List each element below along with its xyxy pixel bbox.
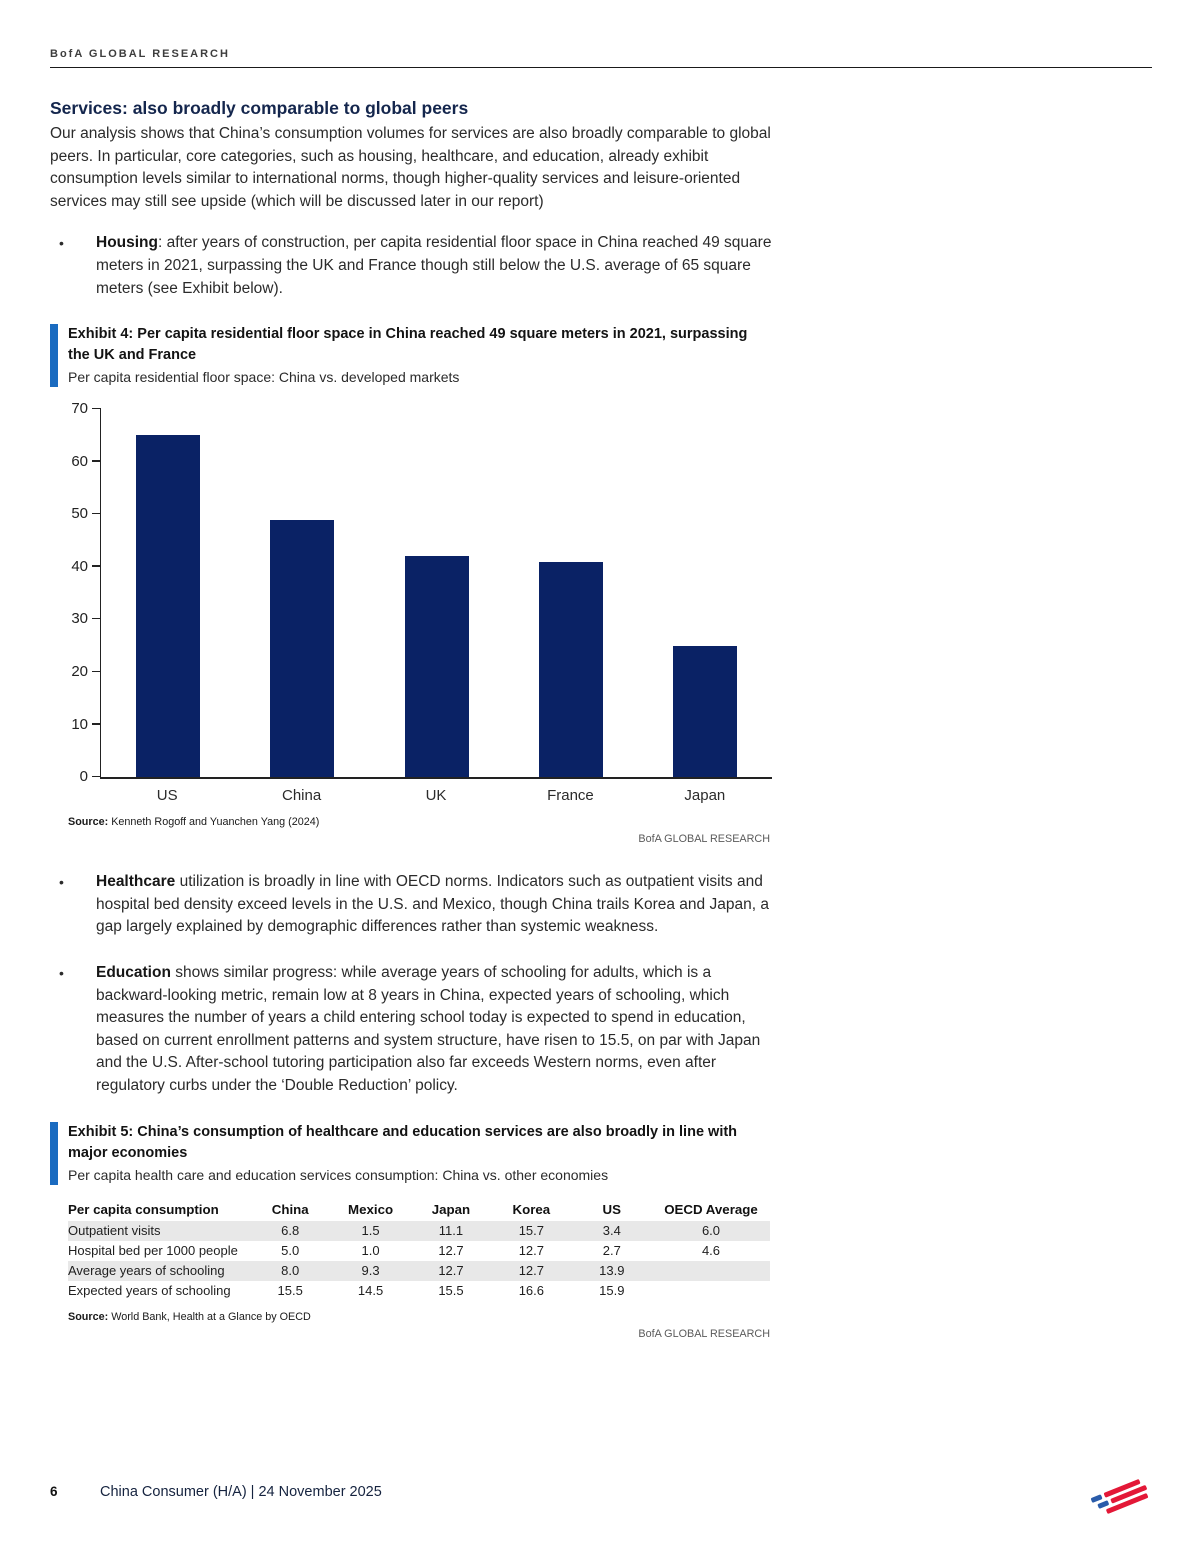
table-cell: 15.7 xyxy=(518,1223,545,1238)
y-tick-label: 30 xyxy=(71,610,88,628)
table-cell xyxy=(652,1261,770,1281)
table-cell: 13.9 xyxy=(599,1263,625,1278)
y-tick-mark xyxy=(92,460,101,462)
bullet-healthcare xyxy=(50,871,772,939)
page-header xyxy=(50,48,1152,68)
table-column-header: Mexico xyxy=(348,1201,394,1217)
exhibit4-titles xyxy=(68,324,772,387)
page-footer xyxy=(50,1484,382,1500)
bar-chart-x-labels xyxy=(100,779,772,804)
exhibit5-subtitle: Per capita health care and education services consumption: China vs. other economies xyxy=(68,1166,609,1183)
y-tick-mark xyxy=(92,723,101,725)
table-cell: 1.5 xyxy=(361,1223,380,1238)
exhibit5-accent-bar xyxy=(50,1122,58,1185)
table-body xyxy=(68,1221,770,1301)
table-cell xyxy=(652,1281,770,1301)
exhibit5-attribution: BofA GLOBAL RESEARCH xyxy=(638,1327,770,1340)
exhibit4-attribution: BofA GLOBAL RESEARCH xyxy=(638,833,770,846)
chart-bar-uk xyxy=(405,556,469,777)
y-tick-label: 20 xyxy=(71,663,88,681)
table-cell: 11.1 xyxy=(438,1223,464,1238)
source-label: Source: xyxy=(68,1310,109,1323)
y-tick-label: 40 xyxy=(71,557,88,575)
bar-slot xyxy=(504,409,638,777)
exhibit4-title: Exhibit 4: Per capita residential floor space in China reached 49 square meters in 2021, surpassing the UK and France xyxy=(68,326,748,364)
x-tick-label: France xyxy=(547,787,594,805)
source-text: Kenneth Rogoff and Yuanchen Yang (2024) xyxy=(108,816,320,829)
x-tick-label: China xyxy=(282,787,322,805)
table-row xyxy=(68,1281,770,1301)
table-cell: 5.0 xyxy=(281,1243,300,1258)
table-cell: 12.7 xyxy=(438,1263,464,1278)
bullet-body: : after years of construction, per capita residential floor space in China reached 49 square meters in 2021, surpassing the UK and France though still below the U.S. average of 65 square meters (see Exhibit below). xyxy=(96,234,772,297)
table-cell: 16.6 xyxy=(518,1283,545,1298)
bullet-text xyxy=(96,232,772,300)
exhibit5-source xyxy=(68,1311,772,1323)
table-column-header: OECD Average xyxy=(664,1201,758,1217)
table-column-header: Per capita consumption xyxy=(68,1201,219,1217)
bullet-marker: • xyxy=(59,874,64,891)
intro-paragraph: Our analysis shows that China’s consumption volumes for services are also broadly comparable to global peers. In particular, core categories, such as housing, healthcare, and education, already exhibit consumption levels similar to international norms, though higher-quality services and leisure-oriented services may still see upside (which will be discussed later in our report) xyxy=(50,125,771,210)
table-cell: 8.0 xyxy=(281,1263,300,1278)
bullet-marker: • xyxy=(59,964,64,981)
table-cell: 9.3 xyxy=(361,1263,380,1278)
table-cell: 12.7 xyxy=(518,1243,545,1258)
bullet-education xyxy=(50,962,772,1098)
x-tick-label: Japan xyxy=(684,787,726,805)
bullet-bold-term: Healthcare xyxy=(96,873,176,891)
source-label: Source: xyxy=(68,816,109,829)
table-cell: 6.0 xyxy=(701,1223,721,1238)
bofa-flagscape-logo-icon xyxy=(1086,1474,1156,1524)
source-text: World Bank, Health at a Glance by OECD xyxy=(108,1310,311,1323)
bullet-marker: • xyxy=(59,235,64,252)
y-tick-label: 50 xyxy=(71,505,88,523)
table-cell: 4.6 xyxy=(701,1243,721,1258)
footer-doc-title: China Consumer (H/A) | 24 November 2025 xyxy=(100,1484,382,1500)
header-rule xyxy=(50,67,1152,68)
bar-slot xyxy=(101,409,235,777)
consumption-table-wrap xyxy=(68,1199,772,1301)
exhibit4-header xyxy=(50,324,772,387)
chart-bar-us xyxy=(136,435,200,777)
exhibit5-header xyxy=(50,1122,772,1185)
table-column-header: Japan xyxy=(431,1201,471,1217)
exhibit5-titles xyxy=(68,1122,772,1185)
header-brand: BofA GLOBAL RESEARCH xyxy=(50,48,230,60)
y-tick-mark xyxy=(92,618,101,620)
main-content xyxy=(50,98,772,1340)
bar-chart-row xyxy=(50,400,772,786)
bar-slot xyxy=(369,409,503,777)
y-tick-label: 60 xyxy=(71,452,88,470)
table-row-label: Hospital bed per 1000 people xyxy=(68,1243,238,1258)
exhibit4-subtitle: Per capita residential floor space: China vs. developed markets xyxy=(68,369,460,386)
table-cell: 14.5 xyxy=(357,1283,384,1298)
y-tick-label: 0 xyxy=(79,768,88,786)
exhibit5-title: Exhibit 5: China’s consumption of healthcare and education services are also broadly in line with major economies xyxy=(68,1123,738,1161)
table-header-row xyxy=(68,1199,770,1221)
table-row xyxy=(68,1221,770,1241)
bullet-bold-term: Housing xyxy=(96,234,158,252)
y-tick-mark xyxy=(92,776,101,778)
table-cell: 15.5 xyxy=(277,1283,303,1298)
y-tick-mark xyxy=(92,671,101,673)
table-row-label: Outpatient visits xyxy=(68,1223,161,1238)
table-column-header: China xyxy=(271,1201,309,1217)
exhibit4-source xyxy=(68,816,772,828)
x-tick-label: US xyxy=(156,787,178,805)
chart-bar-france xyxy=(539,562,603,778)
bullet-body: shows similar progress: while average years of schooling for adults, which is a backward-looking metric, remain low at 8 years in China, expected years of schooling, which measures the number of years a child entering school today is expected to spend in education, based on current enrollment patterns and system structure, have risen to 15.5, on par with Japan and the U.S. After-school tutoring participation also far exceeds Western norms, even after regulatory curbs under the ‘Double Reduction’ policy. xyxy=(96,963,761,1094)
table-cell: 2.7 xyxy=(602,1243,621,1258)
table-cell: 15.9 xyxy=(599,1283,625,1298)
table-cell: 15.5 xyxy=(438,1283,464,1298)
table-row xyxy=(68,1241,770,1261)
exhibit4-accent-bar xyxy=(50,324,58,387)
table-column-header: US xyxy=(602,1201,622,1217)
bullet-body: utilization is broadly in line with OECD norms. Indicators such as outpatient visits and hospital bed density exceed levels in the U.S. and Mexico, though China trails Korea and Japan, a gap largely explained by demographic differences rather than systemic weakness. xyxy=(96,873,769,936)
bar-chart-y-axis xyxy=(50,400,100,786)
bar-slot xyxy=(235,409,369,777)
bar-slot xyxy=(638,409,772,777)
table-cell: 3.4 xyxy=(602,1223,621,1238)
table-row-label: Expected years of schooling xyxy=(68,1283,231,1298)
x-tick-label: UK xyxy=(425,787,447,805)
y-tick-label: 10 xyxy=(71,715,88,733)
table-cell: 12.7 xyxy=(438,1243,464,1258)
bar-chart xyxy=(50,400,772,805)
consumption-table xyxy=(68,1199,770,1301)
bar-chart-plot xyxy=(100,409,772,779)
y-tick-mark xyxy=(92,565,101,567)
bar-chart-bars xyxy=(101,409,772,777)
y-tick-mark xyxy=(92,408,101,410)
table-row-label: Average years of schooling xyxy=(68,1263,225,1278)
bullet-text xyxy=(96,871,772,939)
footer-page-number: 6 xyxy=(50,1484,58,1499)
table-row xyxy=(68,1261,770,1281)
chart-bar-china xyxy=(270,520,334,778)
table-cell: 6.8 xyxy=(281,1223,300,1238)
bullet-text xyxy=(96,962,772,1098)
table-head xyxy=(68,1199,770,1221)
table-column-header: Korea xyxy=(512,1201,551,1217)
y-tick-mark xyxy=(92,513,101,515)
bullet-bold-term: Education xyxy=(96,963,171,981)
section-heading: Services: also broadly comparable to global peers xyxy=(50,98,469,118)
y-tick-label: 70 xyxy=(71,400,88,418)
table-cell: 12.7 xyxy=(518,1263,545,1278)
table-cell: 1.0 xyxy=(361,1243,380,1258)
chart-bar-japan xyxy=(673,646,737,777)
bullet-housing xyxy=(50,232,772,300)
